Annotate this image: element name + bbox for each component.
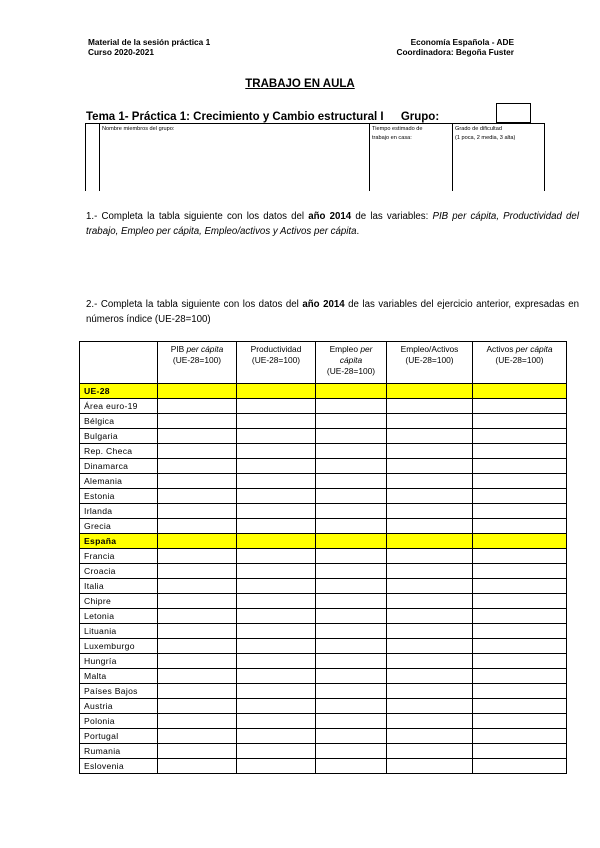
country-cell: Malta (80, 669, 158, 684)
value-cell[interactable] (387, 444, 473, 459)
value-cell[interactable] (473, 444, 567, 459)
country-cell: Rumania (80, 744, 158, 759)
q2-text-2: de las variables del ejercicio anterior, expresadas en números índice (UE-28=100) (86, 299, 579, 325)
country-cell: Eslovenia (80, 759, 158, 774)
header-corner (80, 342, 158, 384)
table-row (80, 729, 567, 744)
country-cell: UE-28 (80, 384, 158, 399)
question-1 (86, 209, 579, 239)
grupo-input-box[interactable] (496, 103, 531, 123)
value-cell[interactable] (237, 729, 316, 744)
value-cell[interactable] (158, 684, 237, 699)
value-cell[interactable] (158, 429, 237, 444)
table-row (80, 459, 567, 474)
q2-year: año 2014 (302, 299, 345, 310)
table-row (80, 414, 567, 429)
value-cell[interactable] (473, 399, 567, 414)
table-row (80, 594, 567, 609)
nombre-label: Nombre miembros del grupo: (102, 126, 175, 132)
table-row (80, 714, 567, 729)
value-cell[interactable] (237, 504, 316, 519)
table-row (80, 474, 567, 489)
table-row (80, 564, 567, 579)
value-cell[interactable] (473, 579, 567, 594)
value-cell[interactable] (237, 699, 316, 714)
value-cell[interactable] (158, 729, 237, 744)
grado-label-2: (1 poca, 2 media, 3 alta) (455, 135, 516, 141)
country-cell: Grecia (80, 519, 158, 534)
country-cell: Polonia (80, 714, 158, 729)
tema-title: Tema 1- Práctica 1: Crecimiento y Cambio estructural I (86, 111, 384, 123)
q1-year: año 2014 (308, 211, 352, 222)
value-cell[interactable] (158, 534, 237, 549)
value-cell[interactable] (158, 444, 237, 459)
value-cell[interactable] (237, 414, 316, 429)
value-cell[interactable] (316, 669, 387, 684)
value-cell[interactable] (237, 624, 316, 639)
table-row (80, 759, 567, 774)
q2-number: 2.- (86, 299, 98, 310)
members-line-5 (544, 123, 545, 191)
value-cell[interactable] (473, 564, 567, 579)
country-cell: Alemania (80, 474, 158, 489)
value-cell[interactable] (237, 744, 316, 759)
value-cell[interactable] (237, 489, 316, 504)
value-cell[interactable] (237, 714, 316, 729)
table-row (80, 534, 567, 549)
value-cell[interactable] (387, 579, 473, 594)
value-cell[interactable] (316, 549, 387, 564)
value-cell[interactable] (473, 384, 567, 399)
value-cell[interactable] (158, 489, 237, 504)
header-right (380, 37, 514, 57)
q1-end: . (356, 226, 360, 237)
value-cell[interactable] (387, 684, 473, 699)
value-cell[interactable] (387, 744, 473, 759)
country-cell: Chipre (80, 594, 158, 609)
tema-heading (86, 111, 439, 123)
table-row (80, 669, 567, 684)
value-cell[interactable] (387, 489, 473, 504)
value-cell[interactable] (473, 534, 567, 549)
table-row (80, 429, 567, 444)
value-cell[interactable] (473, 594, 567, 609)
value-cell[interactable] (387, 624, 473, 639)
value-cell[interactable] (473, 684, 567, 699)
value-cell[interactable] (158, 699, 237, 714)
value-cell[interactable] (387, 729, 473, 744)
value-cell[interactable] (387, 429, 473, 444)
value-cell[interactable] (387, 639, 473, 654)
value-cell[interactable] (316, 759, 387, 774)
value-cell[interactable] (316, 519, 387, 534)
country-cell: Austria (80, 699, 158, 714)
value-cell[interactable] (473, 489, 567, 504)
value-cell[interactable] (158, 669, 237, 684)
value-cell[interactable] (473, 744, 567, 759)
country-cell: Irlanda (80, 504, 158, 519)
value-cell[interactable] (316, 579, 387, 594)
value-cell[interactable] (316, 714, 387, 729)
value-cell[interactable] (158, 594, 237, 609)
value-cell[interactable] (387, 699, 473, 714)
value-cell[interactable] (473, 549, 567, 564)
tiempo-label-1: Tiempo estimado de (372, 126, 423, 132)
country-cell: Dinamarca (80, 459, 158, 474)
table-row (80, 489, 567, 504)
value-cell[interactable] (473, 729, 567, 744)
country-cell: Rep. Checa (80, 444, 158, 459)
country-cell: Luxemburgo (80, 639, 158, 654)
value-cell[interactable] (237, 759, 316, 774)
value-cell[interactable] (316, 504, 387, 519)
value-cell[interactable] (316, 414, 387, 429)
value-cell[interactable] (316, 624, 387, 639)
value-cell[interactable] (387, 759, 473, 774)
value-cell[interactable] (237, 654, 316, 669)
value-cell[interactable] (473, 429, 567, 444)
grupo-label: Grupo: (400, 111, 440, 123)
q2-text: Completa la tabla siguiente con los datos del (100, 299, 299, 310)
value-cell[interactable] (158, 759, 237, 774)
value-cell[interactable] (316, 729, 387, 744)
value-cell[interactable] (237, 669, 316, 684)
table-row (80, 549, 567, 564)
value-cell[interactable] (316, 489, 387, 504)
members-line-2 (99, 123, 100, 191)
value-cell[interactable] (387, 534, 473, 549)
country-cell: Letonia (80, 609, 158, 624)
question-2 (86, 297, 579, 327)
value-cell[interactable] (158, 744, 237, 759)
value-cell[interactable] (158, 714, 237, 729)
col-header-empleo: Empleo per cápita (UE-28=100) (316, 342, 387, 384)
value-cell[interactable] (237, 684, 316, 699)
value-cell[interactable] (316, 684, 387, 699)
value-cell[interactable] (158, 519, 237, 534)
value-cell[interactable] (473, 609, 567, 624)
value-cell[interactable] (473, 504, 567, 519)
table-row (80, 639, 567, 654)
value-cell[interactable] (158, 549, 237, 564)
value-cell[interactable] (237, 564, 316, 579)
value-cell[interactable] (473, 759, 567, 774)
coordinator: Coordinadora: Begoña Fuster (396, 47, 514, 57)
value-cell[interactable] (316, 639, 387, 654)
members-line-3 (369, 123, 370, 191)
table-row (80, 384, 567, 399)
col-header-pib: PIB per cápita (UE-28=100) (158, 342, 237, 384)
value-cell[interactable] (316, 654, 387, 669)
tiempo-label (372, 125, 422, 143)
country-cell: Hungría (80, 654, 158, 669)
value-cell[interactable] (158, 624, 237, 639)
value-cell[interactable] (473, 639, 567, 654)
value-cell[interactable] (316, 384, 387, 399)
value-cell[interactable] (473, 459, 567, 474)
country-cell: Área euro-19 (80, 399, 158, 414)
value-cell[interactable] (158, 609, 237, 624)
country-cell: Francia (80, 549, 158, 564)
table-row (80, 504, 567, 519)
value-cell[interactable] (158, 654, 237, 669)
table-row (80, 699, 567, 714)
value-cell[interactable] (158, 639, 237, 654)
members-line-1 (85, 123, 86, 191)
value-cell[interactable] (158, 504, 237, 519)
table-header-row (80, 342, 567, 384)
table-row (80, 519, 567, 534)
value-cell[interactable] (237, 609, 316, 624)
table-row (80, 579, 567, 594)
members-box (85, 123, 545, 191)
value-cell[interactable] (387, 564, 473, 579)
grado-label-1: Grado de dificultad (455, 126, 502, 132)
value-cell[interactable] (237, 549, 316, 564)
value-cell[interactable] (387, 519, 473, 534)
value-cell[interactable] (473, 519, 567, 534)
value-cell[interactable] (387, 714, 473, 729)
value-cell[interactable] (158, 384, 237, 399)
members-top-rule (85, 123, 545, 124)
q1-variables: PIB per cápita, Productividad del trabajo, Empleo per cápita, Empleo/activos y Activos per cápita (86, 211, 579, 237)
country-cell: Bulgaria (80, 429, 158, 444)
q1-text: Completa la tabla siguiente con los datos del (101, 211, 305, 222)
value-cell[interactable] (316, 699, 387, 714)
value-cell[interactable] (473, 654, 567, 669)
q1-number: 1.- (86, 211, 98, 222)
table-row (80, 444, 567, 459)
value-cell[interactable] (158, 474, 237, 489)
table-row (80, 399, 567, 414)
table-row (80, 744, 567, 759)
value-cell[interactable] (158, 564, 237, 579)
value-cell[interactable] (237, 384, 316, 399)
grado-label (455, 125, 515, 143)
table-row (80, 609, 567, 624)
value-cell[interactable] (316, 429, 387, 444)
value-cell[interactable] (237, 594, 316, 609)
value-cell[interactable] (387, 474, 473, 489)
value-cell[interactable] (237, 399, 316, 414)
value-cell[interactable] (237, 459, 316, 474)
value-cell[interactable] (387, 609, 473, 624)
course-year: Curso 2020-2021 (88, 47, 154, 57)
value-cell[interactable] (473, 624, 567, 639)
value-cell[interactable] (473, 699, 567, 714)
members-line-4 (452, 123, 453, 191)
country-cell: Bélgica (80, 414, 158, 429)
value-cell[interactable] (158, 579, 237, 594)
value-cell[interactable] (387, 654, 473, 669)
value-cell[interactable] (316, 744, 387, 759)
value-cell[interactable] (316, 459, 387, 474)
value-cell[interactable] (316, 534, 387, 549)
tiempo-label-2: trabajo en casa: (372, 135, 412, 141)
value-cell[interactable] (473, 669, 567, 684)
value-cell[interactable] (387, 594, 473, 609)
col-header-activos: Activos per cápita (UE-28=100) (473, 342, 567, 384)
value-cell[interactable] (237, 474, 316, 489)
value-cell[interactable] (473, 474, 567, 489)
value-cell[interactable] (316, 594, 387, 609)
country-cell: Estonia (80, 489, 158, 504)
value-cell[interactable] (387, 414, 473, 429)
col-header-empleo-activos: Empleo/Activos (UE-28=100) (387, 342, 473, 384)
value-cell[interactable] (473, 714, 567, 729)
value-cell[interactable] (316, 564, 387, 579)
value-cell[interactable] (387, 399, 473, 414)
value-cell[interactable] (473, 414, 567, 429)
value-cell[interactable] (237, 444, 316, 459)
country-cell: Lituania (80, 624, 158, 639)
table-row (80, 624, 567, 639)
value-cell[interactable] (158, 414, 237, 429)
value-cell[interactable] (237, 429, 316, 444)
index-table (79, 341, 567, 774)
value-cell[interactable] (316, 609, 387, 624)
value-cell[interactable] (316, 474, 387, 489)
table-row (80, 654, 567, 669)
value-cell[interactable] (387, 549, 473, 564)
value-cell[interactable] (387, 669, 473, 684)
header-left (88, 37, 210, 57)
course-material: Material de la sesión práctica 1 (88, 37, 211, 47)
value-cell[interactable] (158, 399, 237, 414)
value-cell[interactable] (237, 639, 316, 654)
country-cell: España (80, 534, 158, 549)
q1-text-2: de las variables: (355, 211, 429, 222)
value-cell[interactable] (387, 459, 473, 474)
table-row (80, 684, 567, 699)
value-cell[interactable] (387, 504, 473, 519)
country-cell: Croacia (80, 564, 158, 579)
value-cell[interactable] (316, 399, 387, 414)
page-title: TRABAJO EN AULA (245, 78, 355, 90)
country-cell: Italia (80, 579, 158, 594)
value-cell[interactable] (237, 579, 316, 594)
value-cell[interactable] (158, 459, 237, 474)
subject: Economía Española - ADE (410, 37, 514, 47)
country-cell: Países Bajos (80, 684, 158, 699)
country-cell: Portugal (80, 729, 158, 744)
value-cell[interactable] (316, 444, 387, 459)
value-cell[interactable] (237, 534, 316, 549)
value-cell[interactable] (387, 384, 473, 399)
value-cell[interactable] (237, 519, 316, 534)
col-header-productividad: Productividad (UE-28=100) (237, 342, 316, 384)
